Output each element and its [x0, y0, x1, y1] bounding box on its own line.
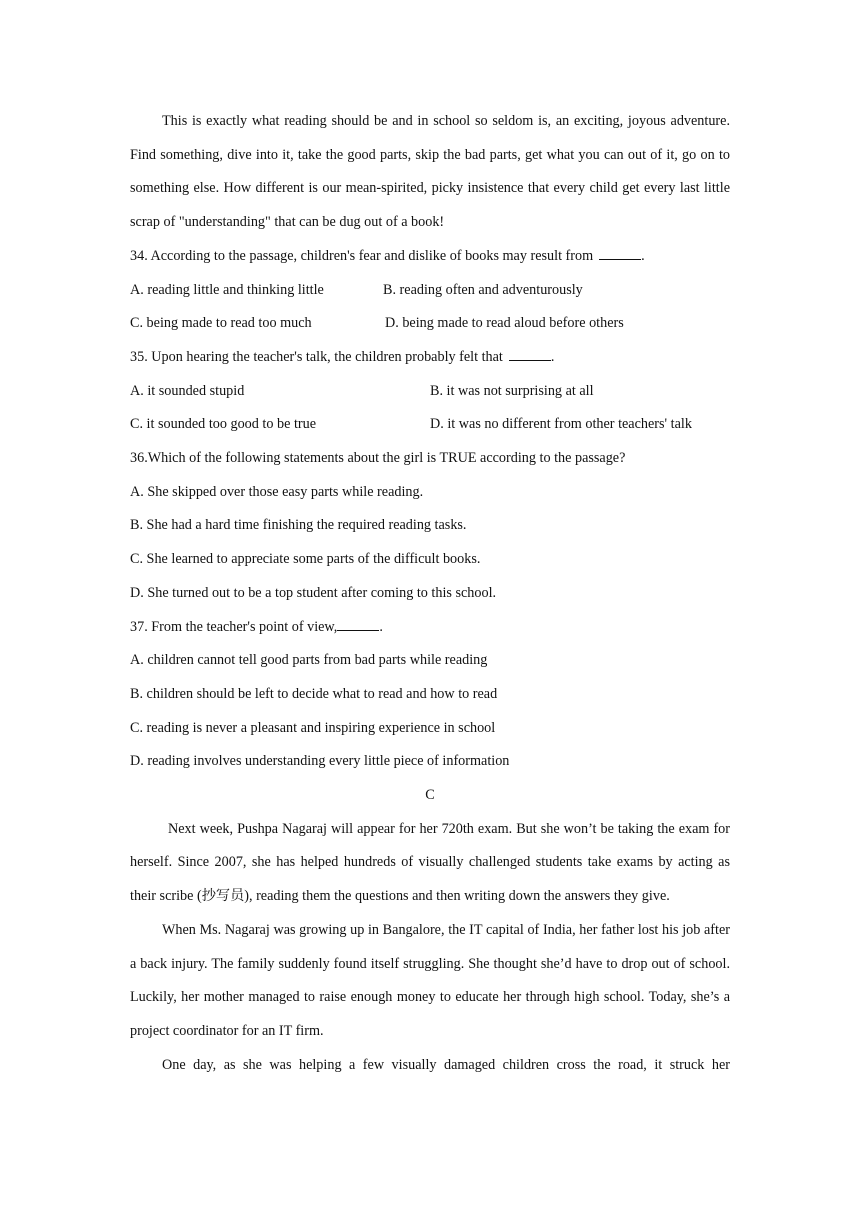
option-a: A. it sounded stupid — [130, 382, 245, 399]
answer-blank — [509, 344, 551, 361]
option-a: A. children cannot tell good parts from bad parts while reading — [130, 652, 488, 669]
option-d: D. it was no different from other teachers' talk — [430, 416, 692, 433]
options-row — [130, 307, 730, 341]
question-stem: 37. From the teacher's point of view, — [130, 618, 338, 635]
options-row — [130, 408, 730, 442]
option-c: C. reading is never a pleasant and inspiring experience in school — [130, 719, 496, 736]
option-d: D. reading involves understanding every little piece of information — [130, 753, 510, 770]
section-heading: C — [425, 787, 435, 804]
option-a: A. reading little and thinking little — [130, 281, 324, 298]
option-b: B. it was not surprising at all — [430, 382, 594, 399]
question-stem: 34. According to the passage, children's fear and dislike of books may result from — [130, 247, 594, 264]
option-b: B. She had a hard time finishing the required reading tasks. — [130, 517, 467, 534]
passage-paragraph: This is exactly what reading should be and in school so seldom is, an exciting, joyous adventure. Find something, dive into it, take the good parts, skip the bad parts, get what you can out of it, go on to something else. How different is our mean-spirited, picky insistence that every child get every last little scrap of "understanding" that can be dug out of a book! — [130, 113, 730, 231]
answer-blank — [599, 243, 641, 260]
option-c: C. She learned to appreciate some parts of the difficult books. — [130, 551, 481, 568]
options-row — [130, 274, 730, 308]
option-c: C. being made to read too much — [130, 315, 312, 332]
passage-paragraph: When Ms. Nagaraj was growing up in Bangalore, the IT capital of India, her father lost his job after a back injury. The family suddenly found itself struggling. She thought she’d have to drop out of school. Luckily, her mother managed to raise enough money to educate her through high school. Today, she’s a project coordinator for an IT firm. — [130, 921, 730, 1039]
option-b: B. children should be left to decide what to read and how to read — [130, 685, 498, 702]
option-b: B. reading often and adventurously — [383, 281, 583, 298]
passage-paragraph: Next week, Pushpa Nagaraj will appear for her 720th exam. But she won’t be taking the exam for herself. Since 2007, she has helped hundreds of visually challenged students take exams by acting as their scribe (抄写员), reading them the questions and then writing down the answers they give. — [130, 820, 730, 905]
question-35: 35. Upon hearing the teacher's talk, the children probably felt that . — [130, 341, 730, 375]
document-page — [130, 105, 730, 1082]
passage-paragraph: One day, as she was helping a few visually damaged children cross the road, it struck her — [162, 1056, 730, 1073]
option-c: C. it sounded too good to be true — [130, 416, 316, 433]
answer-blank — [337, 614, 379, 631]
option-a: A. She skipped over those easy parts while reading. — [130, 483, 424, 500]
question-36: 36.Which of the following statements about the girl is TRUE according to the passage? — [130, 450, 626, 467]
option-d: D. She turned out to be a top student after coming to this school. — [130, 584, 497, 601]
option-d: D. being made to read aloud before others — [385, 315, 624, 332]
options-row — [130, 375, 730, 409]
question-34: 34. According to the passage, children's fear and dislike of books may result from . — [130, 240, 730, 274]
question-stem: 35. Upon hearing the teacher's talk, the children probably felt that — [130, 348, 503, 365]
question-37: 37. From the teacher's point of view, . — [130, 611, 730, 645]
